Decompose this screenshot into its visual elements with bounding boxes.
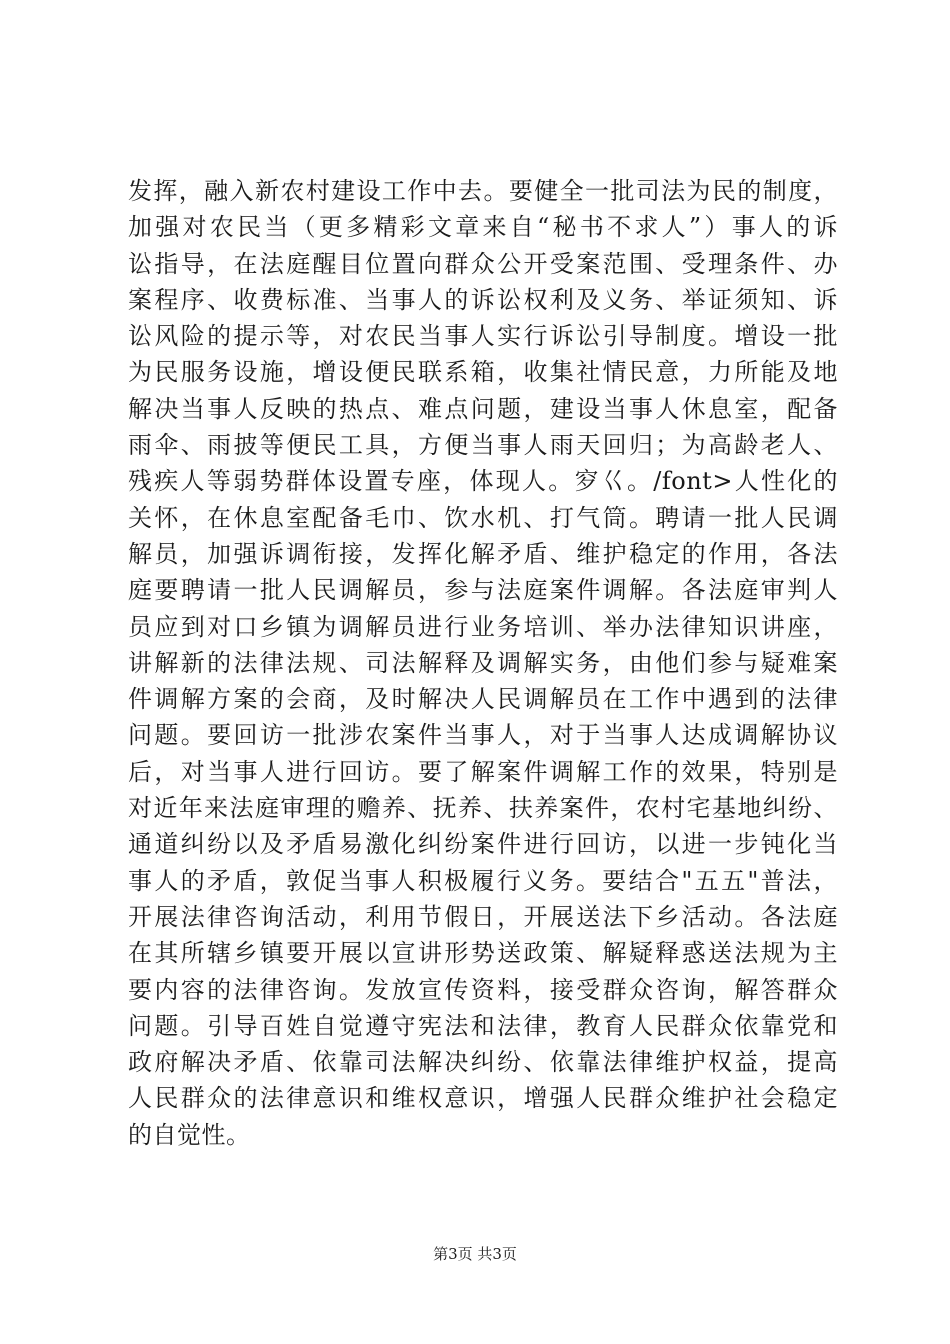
text-line: 问题。要回访一批涉农案件当事人，对于当事人达成调解协议 <box>128 721 838 750</box>
text-line: 案程序、收费标准、当事人的诉讼权利及义务、举证须知、诉 <box>128 285 838 314</box>
text-line: 要内容的法律咨询。发放宣传资料，接受群众咨询，解答群众 <box>128 975 838 1004</box>
text-line: 在其所辖乡镇要开展以宣讲形势送政策、解疑释惑送法规为主 <box>128 939 838 968</box>
text-line: 的自觉性。 <box>128 1120 251 1149</box>
page-number-footer: 第3页 共3页 <box>433 1245 517 1263</box>
text-line: 讼指导，在法庭醒目位置向群众公开受案范围、受理条件、办 <box>128 249 838 278</box>
text-line: 关怀，在休息室配备毛巾、饮水机、打气筒。聘请一批人民调 <box>128 503 838 532</box>
text-line: 加强对农民当（更多精彩文章来自“秘书不求人”）事人的诉 <box>128 213 838 242</box>
text-line: 发挥，融入新农村建设工作中去。要健全一批司法为民的制度， <box>128 177 838 205</box>
text-line: 件调解方案的会商，及时解决人民调解员在工作中遇到的法律 <box>128 685 838 714</box>
text-line: 庭要聘请一批人民调解员，参与法庭案件调解。各法庭审判人 <box>128 576 838 605</box>
text-line: 雨伞、雨披等便民工具，方便当事人雨天回归；为高龄老人、 <box>128 431 838 460</box>
text-line: 为民服务设施，增设便民联系箱，收集社情民意，力所能及地 <box>128 358 838 387</box>
text-line: 残疾人等弱势群体设置专座，体现人。穸巜。/font>人性化的 <box>128 467 838 496</box>
text-line: 后，对当事人进行回访。要了解案件调解工作的效果，特别是 <box>128 757 838 786</box>
text-line: 问题。引导百姓自觉遵守宪法和法律，教育人民群众依靠党和 <box>128 1011 838 1040</box>
body-paragraph <box>128 173 838 1153</box>
text-line: 事人的矛盾，敦促当事人积极履行义务。要结合"五五"普法， <box>128 866 838 895</box>
text-line: 对近年来法庭审理的赡养、抚养、扶养案件，农村宅基地纠纷、 <box>128 794 838 823</box>
text-line: 政府解决矛盾、依靠司法解决纠纷、依靠法律维护权益，提高 <box>128 1048 838 1077</box>
text-line: 讼风险的提示等，对农民当事人实行诉讼引导制度。增设一批 <box>128 322 838 351</box>
text-line: 解决当事人反映的热点、难点问题，建设当事人休息室，配备 <box>128 394 838 423</box>
text-line: 解员，加强诉调衔接，发挥化解矛盾、维护稳定的作用，各法 <box>128 539 838 568</box>
text-line: 人民群众的法律意识和维权意识，增强人民群众维护社会稳定 <box>128 1084 838 1113</box>
text-line: 员应到对口乡镇为调解员进行业务培训、举办法律知识讲座， <box>128 612 838 641</box>
text-line: 通道纠纷以及矛盾易激化纠纷案件进行回访，以进一步钝化当 <box>128 830 838 859</box>
text-line: 开展法律咨询活动，利用节假日，开展送法下乡活动。各法庭 <box>128 902 838 931</box>
text-line: 讲解新的法律法规、司法解释及调解实务，由他们参与疑难案 <box>128 648 838 677</box>
